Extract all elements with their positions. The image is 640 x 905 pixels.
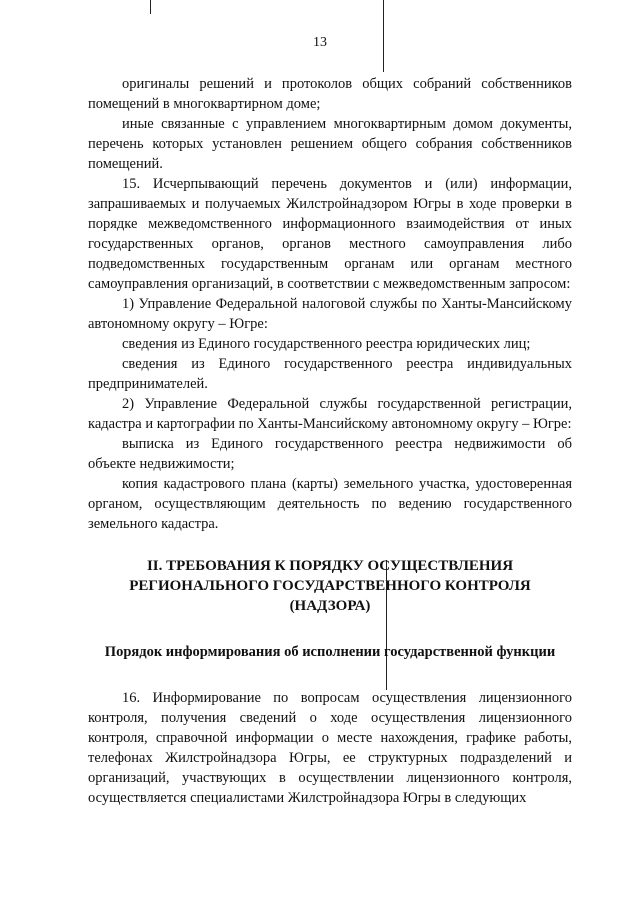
list-item-1: 1) Управление Федеральной налоговой службы по Ханты-Мансийскому автономному округу – Югре: [88,296,572,332]
section-heading-line: II. ТРЕБОВАНИЯ К ПОРЯДКУ ОСУЩЕСТВЛЕНИЯ [146,558,514,574]
scan-artifact-line [150,0,151,14]
section-heading-line: РЕГИОНАЛЬНОГО ГОСУДАРСТВЕННОГО КОНТРОЛЯ [129,578,531,594]
section-heading-line: (НАДЗОРА) [289,598,371,614]
document-body [88,74,572,808]
paragraph: сведения из Единого государственного реестра индивидуальных предпринимателей. [88,356,572,392]
paragraph: копия кадастрового плана (карты) земельного участка, удостоверенная органом, осуществляющим деятельность по ведению государственного земельного кадастра. [88,476,572,532]
paragraph-16: 16. Информирование по вопросам осуществления лицензионного контроля, получения сведений о ходе осуществления лицензионного контроля, справочной информации о месте нахождения, графике работы, телефонах Жилстройнадзора Югры, ее структурных подразделений и организаций, участвующих в осуществлении лицензионного контроля, осуществляется специалистами Жилстройнадзора Югры в следующих [88,690,572,806]
paragraph: иные связанные с управлением многоквартирным домом документы, перечень которых установлен решением общего собрания собственников помещений. [88,116,572,172]
paragraph: сведения из Единого государственного реестра юридических лиц; [122,336,531,352]
list-item-2: 2) Управление Федеральной службы государственной регистрации, кадастра и картографии по Ханты-Мансийскому автономному округу – Югре: [88,396,572,432]
paragraph: оригиналы решений и протоколов общих собраний собственников помещений в многоквартирном доме; [88,76,572,112]
paragraph-15: 15. Исчерпывающий перечень документов и (или) информации, запрашиваемых и получаемых Жилстройнадзором Югры в ходе проверки в порядке межведомственного информационного взаимодействия от иных государственных органов, органов местного самоуправления либо подведомственных государственным органам или органам местного самоуправления организаций, в соответствии с межведомственным запросом: [88,176,572,292]
subheading: Порядок информирования об исполнении государственной функции [104,644,556,660]
page-number: 13 [313,35,327,50]
paragraph: выписка из Единого государственного реестра недвижимости об объекте недвижимости; [88,436,572,472]
